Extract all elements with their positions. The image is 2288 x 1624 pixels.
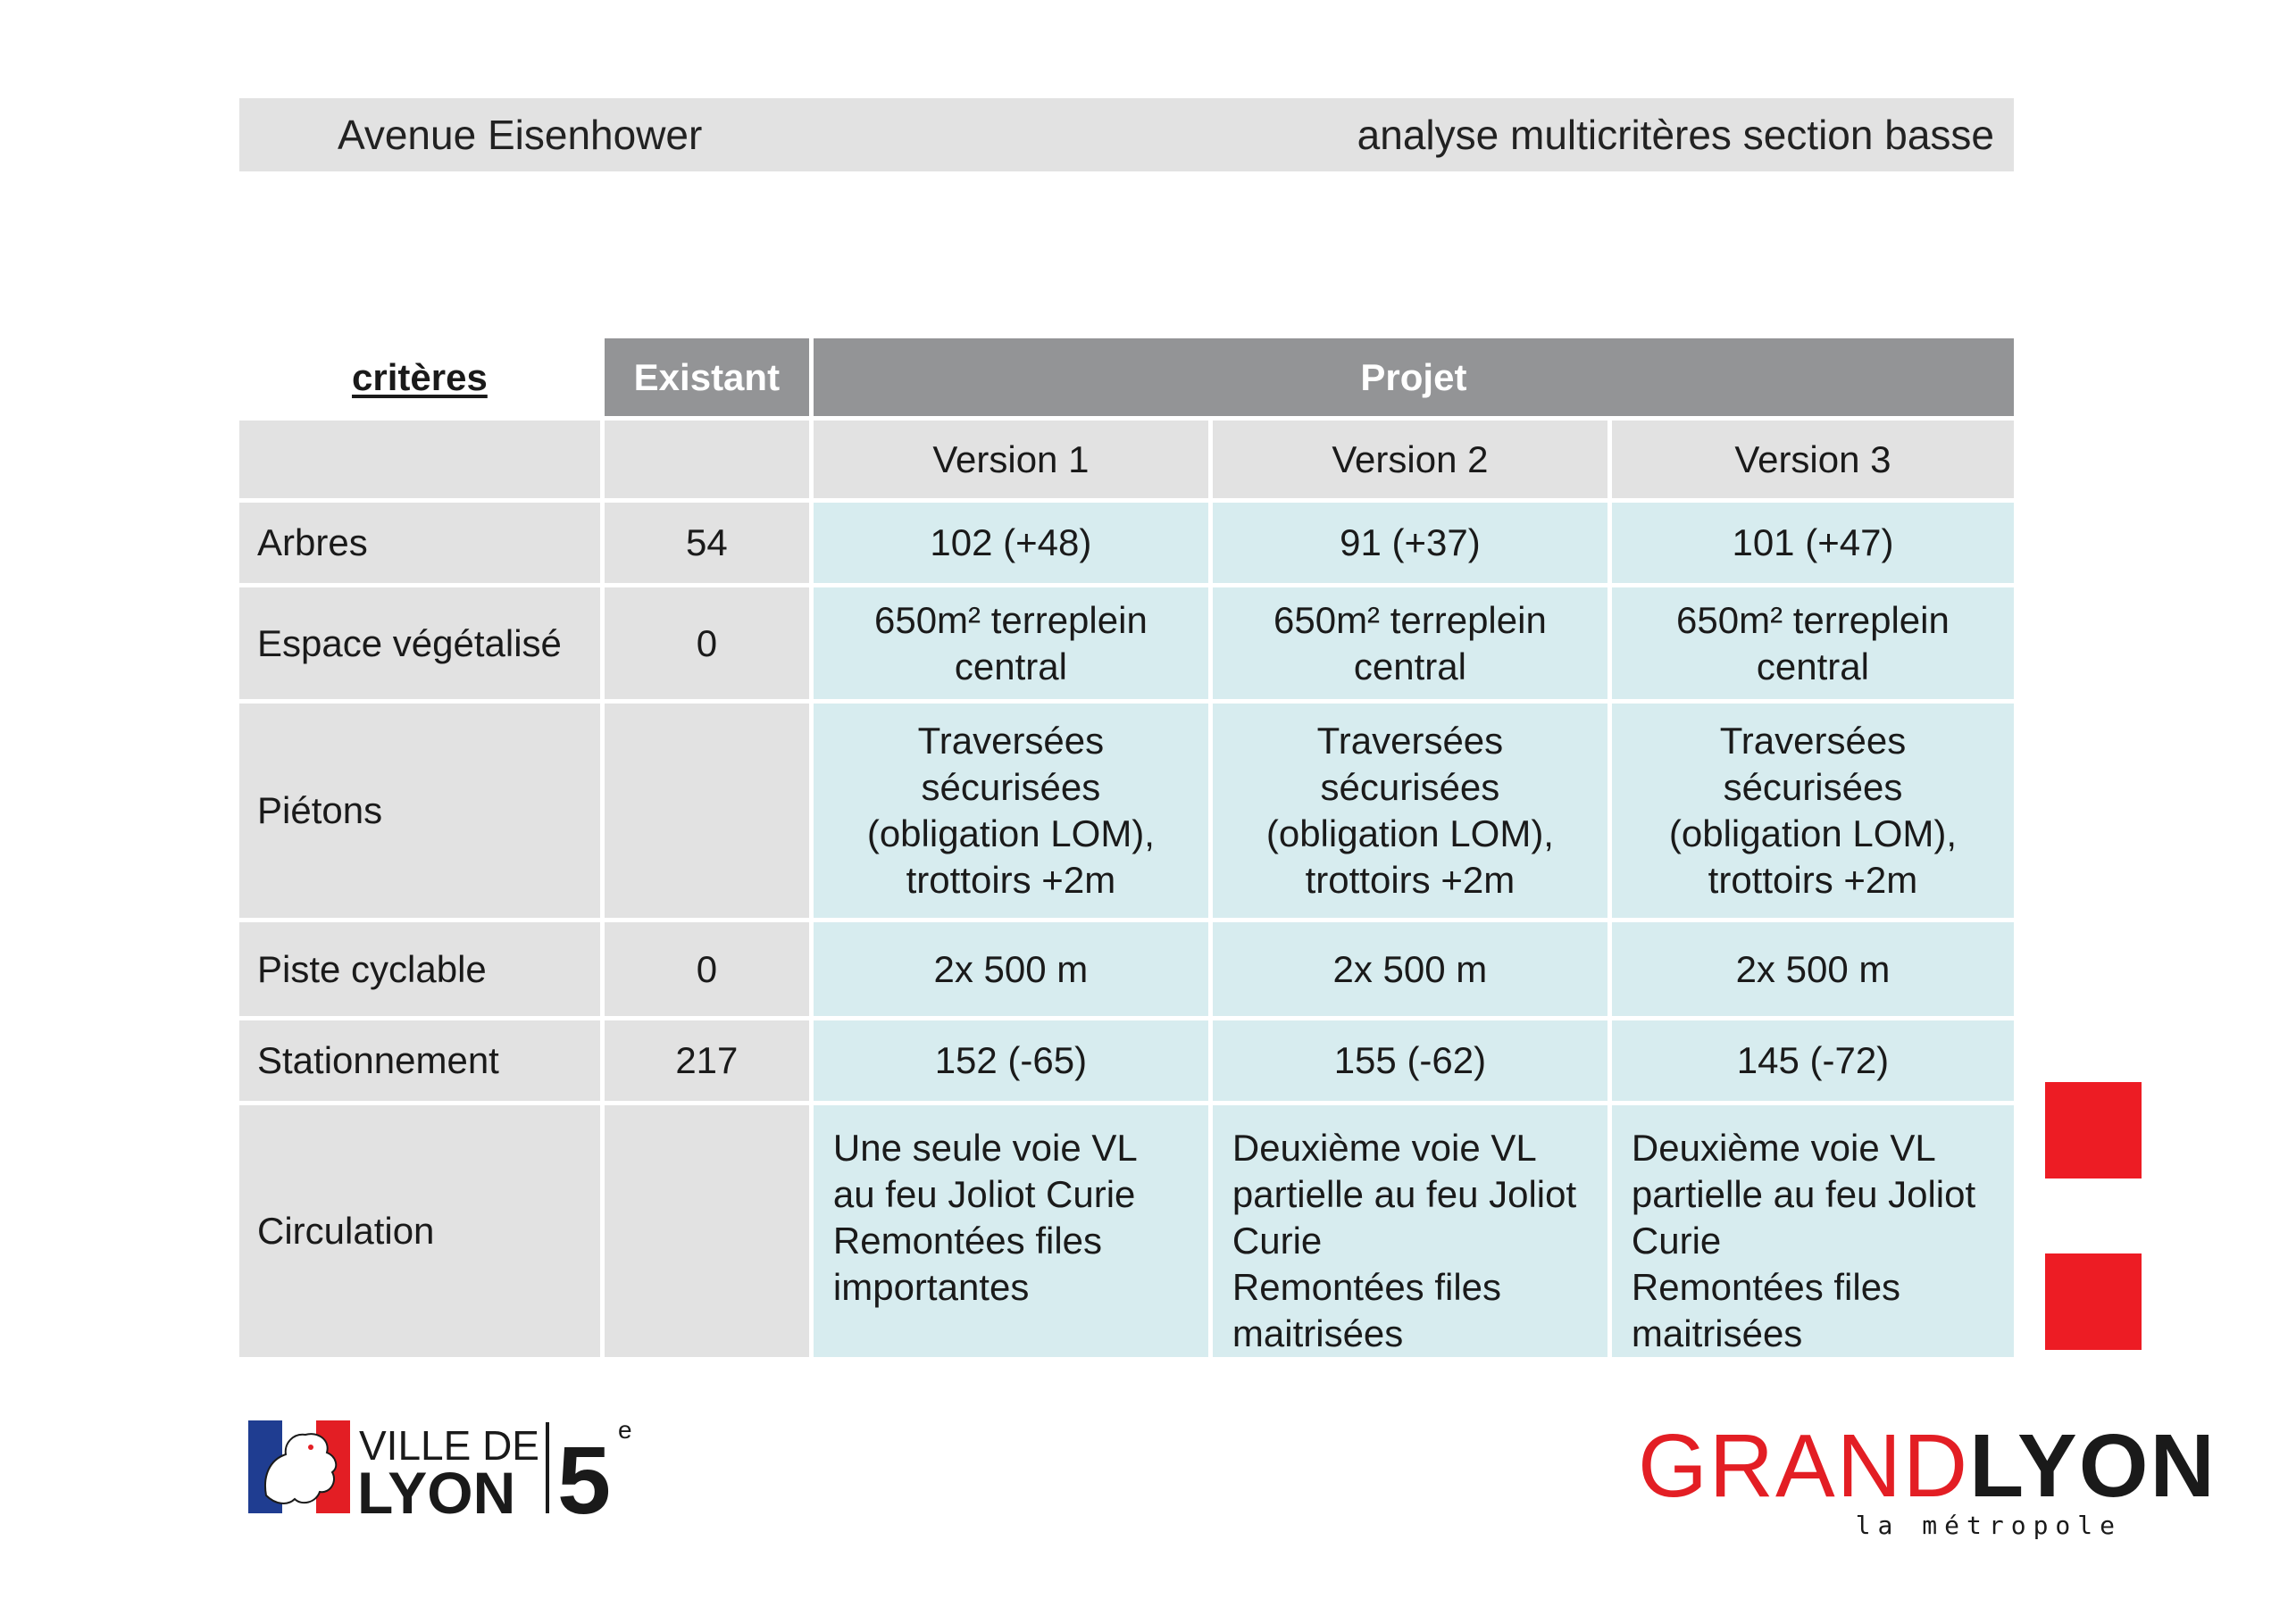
lyon-logo-line1: VILLE DE [359,1422,539,1469]
version-1-value: Une seule voie VL au feu Joliot Curie Remontées files importantes [814,1105,1208,1357]
row-label: Stationnement [239,1020,600,1101]
row-label: Circulation [239,1105,600,1357]
red-square-top [2045,1082,2142,1178]
existing-value: 0 [605,587,809,699]
existing-header: Existant [605,338,809,416]
version-1-header: Version 1 [814,421,1208,498]
grandlyon-subtitle: la métropole [1855,1511,2122,1540]
version-2-value: Deuxième voie VL partielle au feu Joliot Curie Remontées files maitrisées [1213,1105,1607,1357]
version-3-value: Deuxième voie VL partielle au feu Joliot Curie Remontées files maitrisées [1612,1105,2014,1357]
version-2-value: Traversées sécurisées (obligation LOM), trottoirs +2m [1213,704,1607,918]
row-label: Arbres [239,503,600,583]
table-row [239,1020,2014,1101]
version-1-value: Traversées sécurisées (obligation LOM), trottoirs +2m [814,704,1208,918]
version-3-value: Traversées sécurisées (obligation LOM), trottoirs +2m [1612,704,2014,918]
version-3-value: 650m² terreplein central [1612,587,2014,699]
table-header-row [239,338,2014,416]
header-bar [239,98,2014,171]
table-row [239,922,2014,1016]
empty-cell [605,421,809,498]
table-row [239,503,2014,583]
version-2-value: 2x 500 m [1213,922,1607,1016]
version-1-value: 650m² terreplein central [814,587,1208,699]
arrondissement-suffix: e [618,1416,632,1444]
criteria-header: critères [239,338,600,416]
version-1-value: 102 (+48) [814,503,1208,583]
table-row [239,704,2014,918]
row-label: Piste cyclable [239,922,600,1016]
version-2-value: 155 (-62) [1213,1020,1607,1101]
arrondissement-number: 5 [557,1426,612,1520]
empty-cell [239,421,600,498]
row-label: Piétons [239,704,600,918]
project-header: Projet [814,338,2014,416]
table-row [239,587,2014,699]
criteria-table [235,334,2018,1362]
grandlyon-wordmark: GRANDLYON [1638,1416,2217,1516]
row-label: Espace végétalisé [239,587,600,699]
version-1-value: 2x 500 m [814,922,1208,1016]
version-2-value: 650m² terreplein central [1213,587,1607,699]
page-title: Avenue Eisenhower [338,112,703,158]
version-3-value: 101 (+47) [1612,503,2014,583]
version-2-header: Version 2 [1213,421,1607,498]
versions-row [239,421,2014,498]
ville-de-lyon-logo [248,1413,659,1520]
table-row [239,1105,2014,1357]
grandlyon-logo [1638,1416,2217,1540]
page-subtitle: analyse multicritères section basse [1357,112,1994,158]
lyon-logo-line2: LYON [357,1460,516,1520]
version-3-header: Version 3 [1612,421,2014,498]
existing-value [605,704,809,918]
existing-value: 0 [605,922,809,1016]
version-3-value: 2x 500 m [1612,922,2014,1016]
existing-value: 217 [605,1020,809,1101]
version-2-value: 91 (+37) [1213,503,1607,583]
lyon-lion-crest-icon [248,1420,350,1513]
existing-value [605,1105,809,1357]
version-3-value: 145 (-72) [1612,1020,2014,1101]
red-square-bottom [2045,1253,2142,1350]
existing-value: 54 [605,503,809,583]
version-1-value: 152 (-65) [814,1020,1208,1101]
